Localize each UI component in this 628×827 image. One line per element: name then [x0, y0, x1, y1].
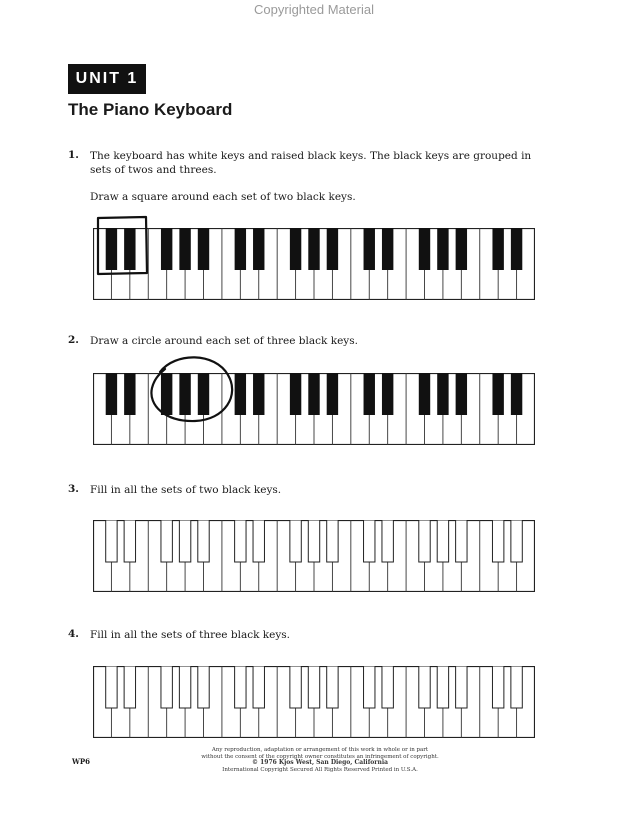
drawn-circle-mark: [151, 357, 232, 421]
exercise-2-number: 2.: [68, 334, 79, 346]
footer-line-4: International Copyright Secured All Rights Reserved Printed in U.S.A.: [222, 766, 418, 773]
page-code: WP6: [72, 757, 90, 766]
keyboard-3: [93, 520, 535, 592]
black-key: [253, 520, 264, 562]
black-key: [364, 520, 375, 562]
black-key: [364, 666, 375, 708]
black-key: [198, 666, 209, 708]
black-key: [106, 520, 117, 562]
exercise-4-number: 4.: [68, 628, 79, 640]
black-key: [327, 666, 338, 708]
black-key: [124, 666, 135, 708]
exercise-1-instruction: Draw a square around each set of two black keys.: [90, 191, 356, 203]
keyboard-4: [93, 666, 535, 738]
black-key: [161, 666, 172, 708]
black-key: [308, 666, 319, 708]
exercise-1-text-line2: sets of twos and threes.: [90, 164, 217, 176]
black-key: [106, 666, 117, 708]
black-key: [492, 520, 503, 562]
black-key: [511, 666, 522, 708]
black-key: [290, 666, 301, 708]
black-key: [290, 520, 301, 562]
exercise-3-number: 3.: [68, 483, 79, 495]
black-key: [419, 520, 430, 562]
page-title: The Piano Keyboard: [68, 100, 233, 119]
black-key: [327, 520, 338, 562]
black-key: [456, 666, 467, 708]
black-key: [382, 666, 393, 708]
black-key: [382, 520, 393, 562]
black-key: [437, 666, 448, 708]
black-key: [198, 520, 209, 562]
black-key: [456, 520, 467, 562]
exercise-3-text: Fill in all the sets of two black keys.: [90, 484, 282, 496]
black-key: [235, 666, 246, 708]
copyright-footer: [140, 747, 500, 773]
black-key: [179, 520, 190, 562]
exercise-2-text: Draw a circle around each set of three black keys.: [90, 335, 358, 347]
black-key: [492, 666, 503, 708]
footer-line-1: Any reproduction, adaptation or arrangement of this work in whole or in part: [211, 747, 429, 753]
copyright-watermark: Copyrighted Material: [254, 2, 374, 17]
black-key: [124, 520, 135, 562]
exercise-1-number: 1.: [68, 149, 79, 161]
footer-line-2: without the consent of the copyright owner constitutes an infringement of copyright.: [201, 753, 439, 760]
unit-badge: UNIT 1: [68, 64, 146, 94]
exercise-4-text: Fill in all the sets of three black keys.: [90, 629, 291, 641]
black-key: [253, 666, 264, 708]
exercise-1-text-line1: The keyboard has white keys and raised black keys. The black keys are grouped in: [90, 150, 532, 162]
black-key: [161, 520, 172, 562]
black-key: [179, 666, 190, 708]
black-key: [308, 520, 319, 562]
black-key: [511, 520, 522, 562]
footer-line-3: © 1976 Kjos West, San Diego, California: [252, 759, 388, 766]
black-key: [437, 520, 448, 562]
black-key: [235, 520, 246, 562]
black-key: [419, 666, 430, 708]
